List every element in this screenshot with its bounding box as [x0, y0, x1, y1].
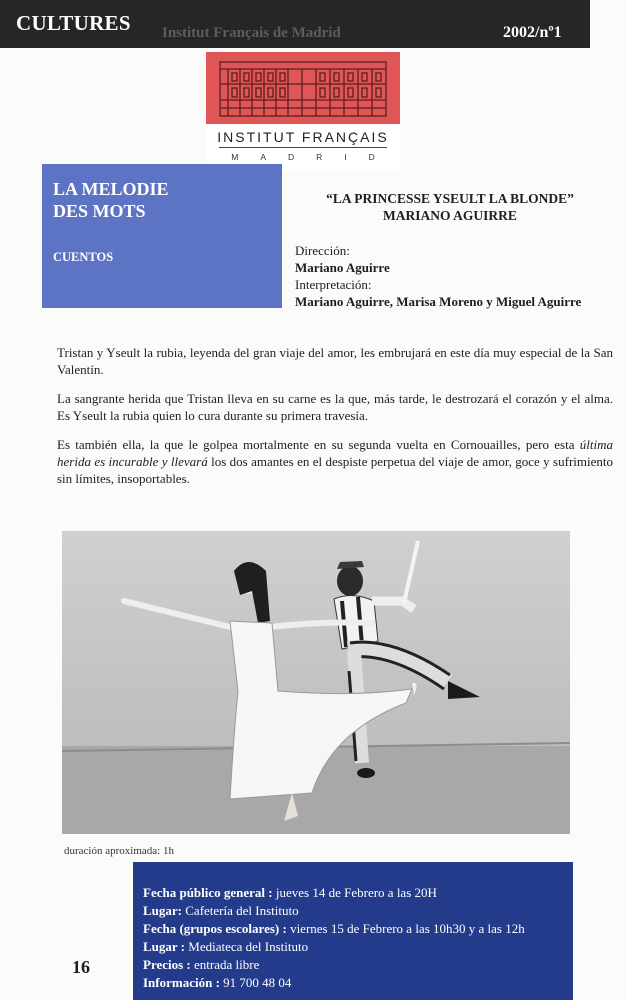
performance-photo — [62, 531, 570, 834]
contact-line — [143, 974, 525, 992]
section-title — [53, 178, 263, 222]
place1-value: Cafetería del Instituto — [182, 903, 299, 918]
direction-label: Dirección: — [295, 243, 350, 258]
institute-building-facade-icon — [218, 60, 388, 118]
paragraph-3-part-a: Es también ella, la que le golpea mortalmente en su segunda vuelta en Cornouailles, pero esta — [57, 437, 580, 452]
place2-value: Mediateca del Instituto — [185, 939, 309, 954]
header-bar — [0, 0, 590, 48]
logo-city: MADRID — [231, 152, 397, 162]
institute-logo — [206, 52, 400, 170]
prices-value: entrada libre — [190, 957, 260, 972]
place2-label: Lugar : — [143, 939, 186, 954]
place1-label: Lugar: — [143, 903, 182, 918]
performers-names: Mariano Aguirre, Marisa Moreno y Miguel Aguirre — [295, 294, 582, 309]
interpretation-label: Interpretación: — [295, 277, 372, 292]
credits — [295, 242, 581, 310]
place1-line — [143, 902, 525, 920]
page-number: 16 — [72, 957, 90, 977]
paragraph-1: Tristan y Yseult la rubia, leyenda del gran viaje del amor, les embrujará en este día muy especial de la San Valentín. — [57, 345, 613, 377]
article-body — [57, 344, 613, 499]
issue-number: 2002/nº1 — [503, 24, 562, 41]
director-name: Mariano Aguirre — [295, 260, 390, 275]
section-title-line1: LA MELODIE — [53, 179, 169, 199]
place2-line — [143, 938, 525, 956]
section-subtitle: CUENTOS — [53, 250, 114, 264]
groups-date-value: viernes 15 de Febrero a las 10h30 y a las 12h — [286, 921, 525, 936]
paragraph-3 — [57, 436, 613, 487]
section-title-line2: DES MOTS — [53, 201, 146, 221]
prices-label: Precios : — [143, 957, 191, 972]
paragraph-3-part-b: los dos amantes en el despiste perpetua del viaje de amor, goce y sufrimiento sin límites, insoportables. — [57, 454, 613, 486]
event-info-lines — [143, 884, 525, 992]
section-box — [42, 164, 282, 308]
paragraph-2: La sangrante herida que Tristan lleva en su carne es la que, más tarde, le destrozará el corazón y el alma. Es Yseult la rubia quien lo cura durante su primera travesía. — [57, 391, 613, 423]
section-name: CULTURES — [16, 11, 131, 35]
logo-divider — [219, 147, 387, 148]
logo-name: INSTITUT FRANÇAIS — [217, 129, 389, 145]
public-date-line — [143, 884, 525, 902]
paragraph-3-italic: última herida es incurable y llevará — [57, 437, 613, 469]
play-author: MARIANO AGUIRRE — [383, 208, 517, 223]
contact-label: Información : — [143, 975, 220, 990]
prices-line — [143, 956, 525, 974]
play-title: “LA PRINCESSE YSEULT LA BLONDE” — [326, 191, 574, 206]
groups-date-label: Fecha (grupos escolares) : — [143, 921, 287, 936]
contact-value: 91 700 48 04 — [219, 975, 292, 990]
groups-date-line — [143, 920, 525, 938]
play-heading — [300, 190, 600, 224]
logo-red-panel — [206, 52, 400, 124]
institute-name: Institut Français de Madrid — [162, 25, 341, 41]
public-date-label: Fecha público general : — [143, 885, 273, 900]
photo-caption: duración aproximada: 1h — [64, 845, 174, 857]
public-date-value: jueves 14 de Febrero a las 20H — [272, 885, 437, 900]
event-info-box — [133, 862, 573, 1000]
